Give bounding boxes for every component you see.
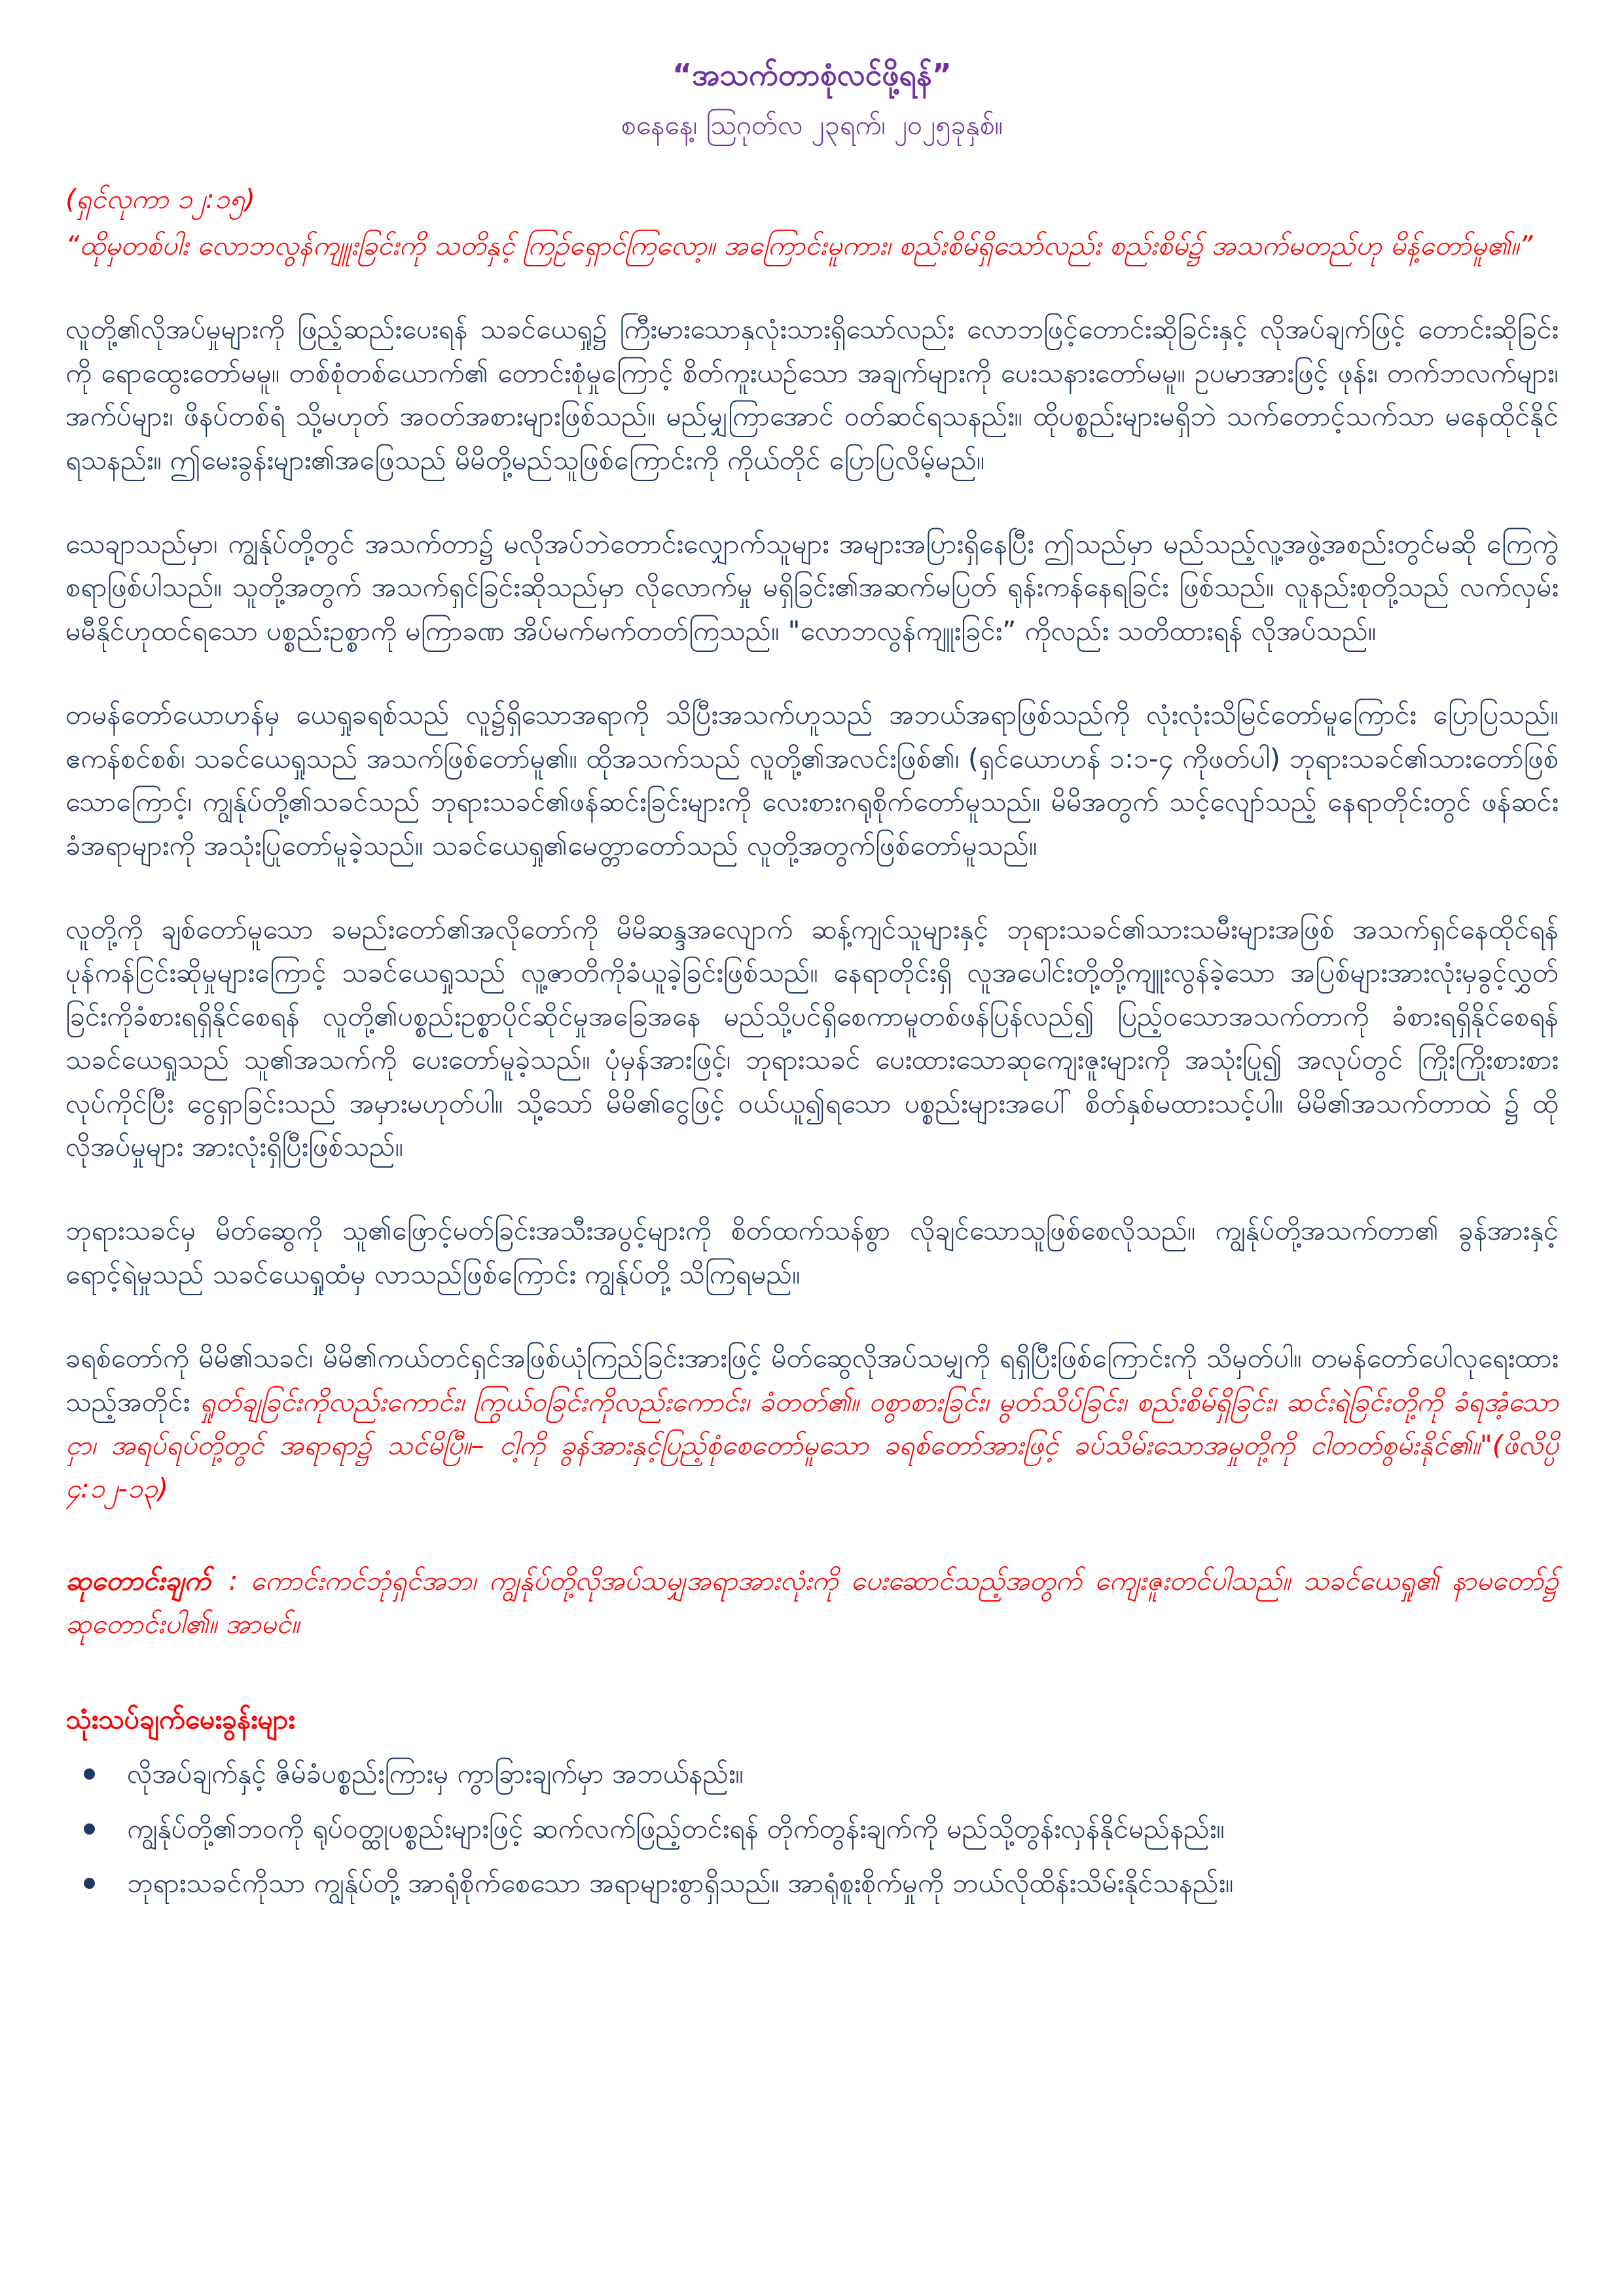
closing-paragraph-lead: ခရစ်တော်ကို မိမိ၏သခင်၊ မိမိ၏ကယ်တင်ရှင်အဖြစ်ယုံကြည်ခြင်းအားဖြင့် မိတ်ဆွေလိုအပ်သမျှကို ရရှိပြီးဖြစ်ကြောင်းကို သိမှတ်ပါ။ တမန်တော်ပေါလုရေးထားသည့်အတိုင်း (65, 1342, 1559, 1418)
bullet-icon (84, 1768, 95, 1780)
body-paragraph-4: လူတို့ကို ချစ်တော်မူသော ခမည်းတော်၏အလိုတော်ကို မိမိဆန္ဒအလျောက် ဆန့်ကျင်သူများနှင့် ဘုရားသခင်၏သားသမီးများအဖြစ် အသက်ရှင်နေထိုင်ရန် ပုန်ကန်ငြင်းဆိုမှုများကြောင့် သခင်ယေရှုသည် လူ့ဇာတိကိုခံယူခဲ့ခြင်းဖြစ်သည်။ နေရာတိုင်းရှိ လူအပေါင်းတို့တို့ကျူးလွန်ခဲ့သော အပြစ်များအားလုံးမှခွင့်လွှတ်ခြင်းကိုခံစားရရှိနိုင်စေရန် လူတို့၏ပစ္စည်းဥစ္စာပိုင်ဆိုင်မှုအခြေအနေ မည်သို့ပင်ရှိစေကာမူတစ်ဖန်ပြန်လည်၍ ပြည့်ဝသောအသက်တာကို ခံစားရရှိနိုင်စေရန် သခင်ယေရှုသည် သူ၏အသက်ကို ပေးတော်မူခဲ့သည်။ ပုံမှန်အားဖြင့်၊ ဘုရားသခင် ပေးထားသောဆုကျေးဇူးများကို အသုံးပြု၍ အလုပ်တွင် ကြိုးကြိုးစားစားလုပ်ကိုင်ပြီး ငွေရှာခြင်းသည် အမှားမဟုတ်ပါ။ သို့သော် မိမိ၏ငွေဖြင့် ဝယ်ယူ၍ရသော ပစ္စည်းများအပေါ် စိတ်နှစ်မထားသင့်ပါ။ မိမိ၏အသက်တာထဲ ၌ ထိုလိုအပ်မှုများ အားလုံးရှိပြီးဖြစ်သည်။ (65, 913, 1559, 1162)
prayer-section (65, 1559, 1559, 1646)
prayer-text: ကောင်းကင်ဘုံရှင်အဘ၊ ကျွန်ုပ်တို့လိုအပ်သမျှအရာအားလုံးကို ပေးဆောင်သည့်အတွက် ကျေးဇူးတင်ပါသည်။ သခင်ယေရှု၏ နာမတော်၌ ဆုတောင်းပါ၏။ အာမင်။ (65, 1564, 1559, 1640)
question-item-3 (84, 1862, 1559, 1905)
closing-paragraph-verse-reference: (ဖိလိပ္ပိ ၄:၁၂-၁၃) (65, 1429, 1559, 1505)
questions-list (65, 1753, 1559, 1905)
question-item-text: လိုအပ်ချက်နှင့် ဇိမ်ခံပစ္စည်းကြားမှ ကွာခြားချက်မှာ အဘယ်နည်း။ (127, 1758, 744, 1790)
scripture-reference: (ရှင်လုကာ ၁၂:၁၅) (65, 183, 255, 215)
closing-paragraph (65, 1336, 1559, 1511)
body-paragraph-1: လူတို့၏လိုအပ်မှုများကို ဖြည့်ဆည်းပေးရန် သခင်ယေရှု၌ ကြီးမားသောနှလုံးသားရှိသော်လည်း လောဘဖြင့်တောင်းဆိုခြင်းနှင့် လိုအပ်ချက်ဖြင့် တောင်းဆိုခြင်းကို ရောထွေးတော်မမူ။ တစ်စုံတစ်ယောက်၏ တောင်းစုံမှုကြောင့် စိတ်ကူးယဉ်သော အချက်များကို ပေးသနားတော်မမူ။ ဥပမာအားဖြင့် ဖုန်း၊ တက်ဘလက်များ၊ အက်ပ်များ၊ ဖိနပ်တစ်ရံ သို့မဟုတ် အဝတ်အစားများဖြစ်သည်။ မည်မျှကြာအောင် ဝတ်ဆင်ရသနည်း။ ထိုပစ္စည်းများမရှိဘဲ သက်တောင့်သက်သာ မနေထိုင်နိုင်ရသနည်း။ ဤမေးခွန်းများ၏အဖြေသည် မိမိတို့မည်သူဖြစ်ကြောင်းကို ကိုယ်တိုင် ပြောပြလိမ့်မည်။ (65, 314, 1559, 476)
body-paragraph-5: ဘုရားသခင်မှ မိတ်ဆွေကို သူ၏ဖြောင့်မတ်ခြင်းအသီးအပွင့်များကို စိတ်ထက်သန်စွာ လိုချင်သောသူဖြစ်စေလိုသည်။ ကျွန်ုပ်တို့အသက်တာ၏ ခွန်အားနှင့် ရောင့်ရဲမှုသည် သခင်ယေရှုထံမှ လာသည်ဖြစ်ကြောင်း ကျွန်ုပ်တို့ သိကြရမည်။ (65, 1215, 1559, 1290)
prayer-label: ဆုတောင်းချက် (65, 1564, 211, 1596)
closing-paragraph-verse: ရှုတ်ချခြင်းကိုလည်းကောင်း၊ ကြွယ်ဝခြင်းကိုလည်းကောင်း၊ ခံတတ်၏။ ဝစွာစားခြင်း၊ မွတ်သိပ်ခြင်း၊ စည်းစိမ်ရှိခြင်း၊ ဆင်းရဲခြင်းတို့ကို ခံရအံ့သောငှာ၊ အရပ်ရပ်တို့တွင် အရာရာ၌ သင်မိပြီ။– ငါ့ကို ခွန်အားနှင့်ပြည့်စုံစေတော်မူသော ခရစ်တော်အားဖြင့် ခပ်သိမ်းသောအမှုတို့ကို ငါတတ်စွမ်းနိုင်၏။" (65, 1386, 1559, 1461)
body-paragraph-3: တမန်တော်ယောဟန်မှ ယေရှုခရစ်သည် လူ၌ရှိသောအရာကို သိပြီးအသက်ဟူသည် အဘယ်အရာဖြစ်သည်ကို လုံးလုံးသိမြင်တော်မူကြောင်း ပြောပြသည်။ ဧကန်စင်စစ်၊ သခင်ယေရှုသည် အသက်ဖြစ်တော်မူ၏။ ထိုအသက်သည် လူတို့၏အလင်းဖြစ်၏၊ (ရှင်ယောဟန် ၁:၁-၄ ကိုဖတ်ပါ) ဘုရားသခင်၏သားတော်ဖြစ်သောကြောင့်၊ ကျွန်ုပ်တို့၏သခင်သည် ဘုရားသခင်၏ဖန်ဆင်းခြင်းများကို လေးစားဂရုစိုက်တော်မူသည်။ မိမိအတွက် သင့်လျော်သည့် နေရာတိုင်းတွင် ဖန်ဆင်းခံအရာများကို အသုံးပြုတော်မူခဲ့သည်။ သခင်ယေရှု၏မေတ္တာတော်သည် လူတို့အတွက်ဖြစ်တော်မူသည်။ (65, 699, 1559, 861)
question-item-text: ကျွန်ုပ်တို့၏ဘဝကို ရုပ်ဝတ္ထုပစ္စည်းများဖြင့် ဆက်လက်ဖြည့်တင်းရန် တိုက်တွန်းချက်ကို မည်သို့တွန်းလှန်နိုင်မည်နည်း။ (127, 1812, 1225, 1844)
scripture-quote: “ထိုမှတစ်ပါး လောဘလွန်ကျူးခြင်းကို သတိနှင့် ကြဉ်ရှောင်ကြလော့။ အကြောင်းမူကား၊ စည်းစိမ်ရှိသော်လည်း စည်းစိမ်၌ အသက်မတည်ဟု မိန့်တော်မူ၏။” (65, 230, 1533, 262)
bullet-icon (84, 1823, 95, 1835)
page-title: “အသက်တာစုံလင်ဖို့ရန်” (672, 57, 952, 92)
date-line: စနေနေ့၊ သြဂုတ်လ ၂၃ရက်၊ ၂၀၂၅ခုနှစ်။ (621, 109, 1003, 141)
questions-heading: သုံးသပ်ချက်မေးခွန်းများ (65, 1703, 295, 1735)
question-item-1 (84, 1753, 1559, 1796)
bullet-icon (84, 1878, 95, 1889)
prayer-separator: : (228, 1564, 251, 1596)
question-item-2 (84, 1808, 1559, 1851)
body-paragraph-2: သေချာသည်မှာ၊ ကျွန်ုပ်တို့တွင် အသက်တာ၌ မလိုအပ်ဘဲတောင်းလျှောက်သူများ အများအပြားရှိနေပြီး ဤသည်မှာ မည်သည့်လူ့အဖွဲ့အစည်းတွင်မဆို ကြေကွဲစရာဖြစ်ပါသည်။ သူတို့အတွက် အသက်ရှင်ခြင်းဆိုသည်မှာ လိုလောက်မှု မရှိခြင်း၏အဆက်မပြတ် ရုန်းကန်နေရခြင်း ဖြစ်သည်။ လူနည်းစုတို့သည် လက်လှမ်းမမီနိုင်ဟုထင်ရသော ပစ္စည်းဥစ္စာကို မကြာခဏ အိပ်မက်မက်တတ်ကြသည်။ "လောဘလွန်ကျူးခြင်း” ကိုလည်း သတိထားရန် လိုအပ်သည်။ (65, 528, 1559, 647)
question-item-text: ဘုရားသခင်ကိုသာ ကျွန်ုပ်တို့ အာရုံစိုက်စေသော အရာများစွာရှိသည်။ အာရုံစူးစိုက်မှုကို ဘယ်လိုထိန်းသိမ်းနိုင်သနည်း။ (127, 1867, 1234, 1899)
